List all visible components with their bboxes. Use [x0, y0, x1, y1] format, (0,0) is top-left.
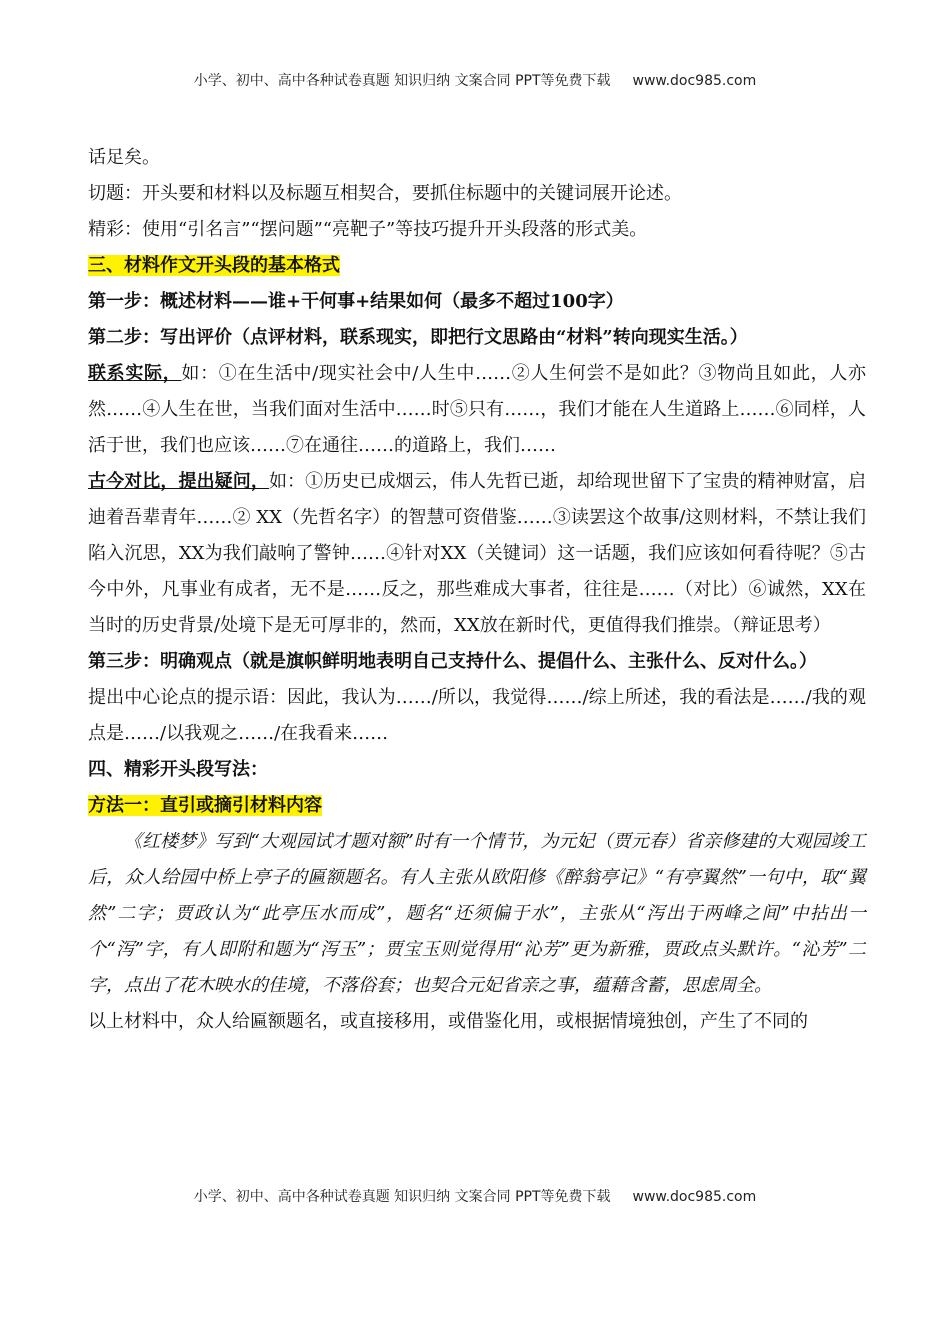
method-heading-text: 方法一：直引或摘引材料内容: [88, 795, 322, 816]
header-text: 小学、初中、高中各种试卷真题 知识归纳 文案合同 PPT等免费下载: [193, 73, 611, 89]
paragraph: [88, 464, 866, 644]
inline-label: 古今对比，提出疑问，: [88, 471, 269, 492]
page-header: [0, 70, 950, 90]
section-heading: 四、精彩开头段写法：: [88, 759, 268, 780]
inline-label: 联系实际，: [88, 363, 182, 384]
paragraph: 切题：开头要和材料以及标题互相契合，要抓住标题中的关键词展开论述。: [88, 183, 682, 204]
document-body: [88, 140, 866, 1040]
footer-url[interactable]: www.doc985.com: [632, 1189, 757, 1205]
paragraph-text: 如：①在生活中/现实社会中/人生中……②人生何尝不是如此？③物尚且如此，人亦然……④人生在世，当我们面对生活中……时⑤只有……，我们才能在人生道路上……⑥同样，人活于世，我们也应该……⑦在通往……的道路上，我们……: [88, 363, 866, 456]
paragraph: 提出中心论点的提示语：因此，我认为……/所以，我觉得……/综上所述，我的看法是……/我的观点是……/以我观之……/在我看来……: [88, 687, 866, 744]
paragraph-text: 如：①历史已成烟云，伟人先哲已逝，却给现世留下了宝贵的精神财富，启迪着吾辈青年……② XX（先哲名字）的智慧可资借鉴……③读罢这个故事/这则材料，不禁让我们陷入沉思，XX为我们敲响了警钟……④针对XX（关键词）这一话题，我们应该如何看待呢？⑤古今中外，凡事业有成者，无不是……反之，那些难成大事者，往往是……（对比）⑥诚然，XX在当时的历史背景/处境下是无可厚非的，然而，XX放在新时代，更值得我们推崇。（辩证思考）: [88, 471, 866, 636]
step-three: 第三步：明确观点（就是旗帜鲜明地表明自己支持什么、提倡什么、主张什么、反对什么。）: [88, 651, 817, 672]
paragraph: 精彩：使用“引名言”“摆问题”“亮靶子”等技巧提升开头段落的形式美。: [88, 219, 648, 240]
material-paragraph: 《红楼梦》写到“大观园试才题对额”时有一个情节，为元妃（贾元春）省亲修建的大观园竣工后，众人给园中桥上亭子的匾额题名。有人主张从欧阳修《醉翁亭记》“有亭翼然”一句中，取“翼然”二字；贾政认为“此亭压水而成”，题名“还须偏于水”，主张从“泻出于两峰之间”中拈出一个“泻”字，有人即附和题为“泻玉”；贾宝玉则觉得用“沁芳”更为新雅，贾政点头默许。“沁芳”二字，点出了花木映水的佳境，不落俗套；也契合元妃省亲之事，蕴藉含蓄，思虑周全。: [88, 831, 866, 996]
paragraph: 以上材料中，众人给匾额题名，或直接移用，或借鉴化用，或根据情境独创，产生了不同的: [88, 1011, 808, 1032]
step-two: 第二步：写出评价（点评材料，联系现实，即把行文思路由“材料”转向现实生活。）: [88, 327, 748, 348]
page-footer: [0, 1186, 950, 1206]
paragraph: [88, 356, 866, 464]
footer-text: 小学、初中、高中各种试卷真题 知识归纳 文案合同 PPT等免费下载: [193, 1189, 611, 1205]
section-heading: [88, 248, 866, 284]
method-heading: [88, 788, 866, 824]
header-url[interactable]: www.doc985.com: [632, 73, 757, 89]
section-heading-text: 三、材料作文开头段的基本格式: [88, 255, 340, 276]
paragraph: 话足矣。: [88, 147, 160, 168]
step-one: 第一步：概述材料——谁+干何事+结果如何（最多不超过100字）: [88, 291, 624, 312]
